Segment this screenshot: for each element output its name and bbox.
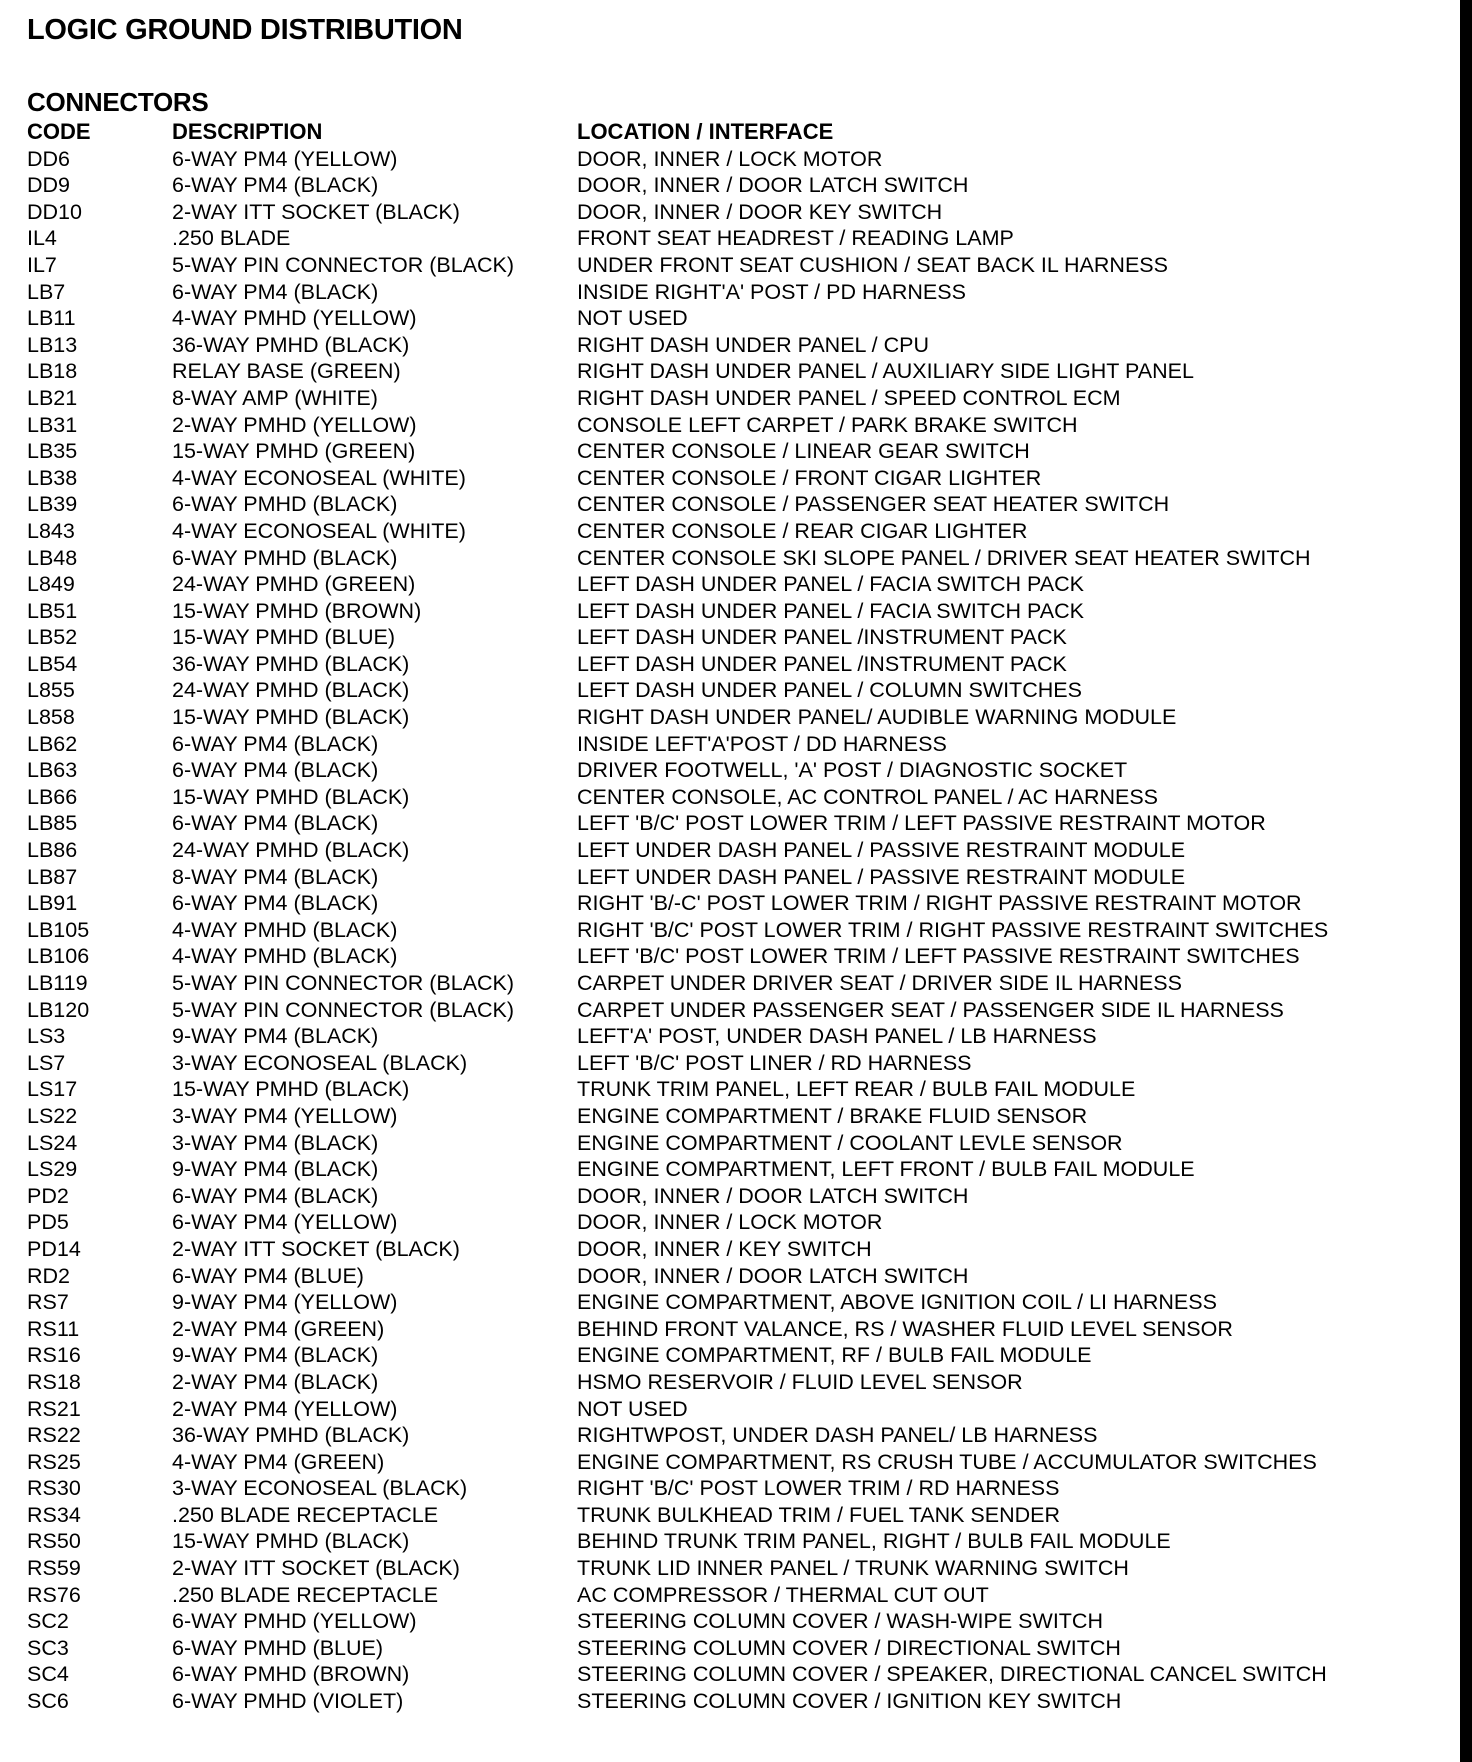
- cell-code: PD14: [27, 1236, 81, 1261]
- table-row: [27, 225, 1427, 252]
- cell-code: LB120: [27, 997, 90, 1022]
- table-row: [27, 1369, 1427, 1396]
- cell-code: LS24: [27, 1130, 78, 1155]
- cell-location: RIGHT 'B/-C' POST LOWER TRIM / RIGHT PASSIVE RESTRAINT MOTOR: [577, 891, 1302, 916]
- cell-description: 2-WAY PMHD (YELLOW): [172, 412, 417, 437]
- cell-code: LS29: [27, 1157, 78, 1182]
- table-row: [27, 810, 1427, 837]
- table-row: [27, 279, 1427, 306]
- table-header: [27, 119, 1427, 146]
- cell-location: LEFT DASH UNDER PANEL /INSTRUMENT PACK: [577, 651, 1067, 676]
- table-row: [27, 997, 1427, 1024]
- cell-code: L849: [27, 572, 75, 597]
- cell-location: STEERING COLUMN COVER / SPEAKER, DIRECTIONAL CANCEL SWITCH: [577, 1662, 1327, 1687]
- cell-code: LB91: [27, 891, 78, 916]
- cell-description: 5-WAY PIN CONNECTOR (BLACK): [172, 971, 515, 995]
- table-row: [27, 1183, 1427, 1210]
- cell-location: LEFT DASH UNDER PANEL / FACIA SWITCH PACK: [577, 572, 1084, 597]
- cell-location: FRONT SEAT HEADREST / READING LAMP: [577, 226, 1014, 251]
- cell-location: RIGHT DASH UNDER PANEL/ AUDIBLE WARNING MODULE: [577, 705, 1177, 730]
- cell-code: LB13: [27, 332, 78, 357]
- table-row: [27, 970, 1427, 997]
- table-row: [27, 1316, 1427, 1343]
- table-row: [27, 1449, 1427, 1476]
- cell-location: LEFT DASH UNDER PANEL / COLUMN SWITCHES: [577, 678, 1082, 703]
- cell-location: CENTER CONSOLE / PASSENGER SEAT HEATER SWITCH: [577, 492, 1170, 517]
- cell-description: 15-WAY PMHD (BROWN): [172, 598, 422, 623]
- table-row: [27, 465, 1427, 492]
- cell-description: 36-WAY PMHD (BLACK): [172, 332, 410, 357]
- cell-description: 2-WAY PM4 (BLACK): [172, 1369, 379, 1394]
- table-row: [27, 624, 1427, 651]
- cell-location: AC COMPRESSOR / THERMAL CUT OUT: [577, 1582, 989, 1607]
- cell-description: 6-WAY PM4 (BLACK): [172, 173, 379, 198]
- table-row: [27, 252, 1427, 279]
- cell-description: 3-WAY ECONOSEAL (BLACK): [172, 1050, 468, 1075]
- cell-location: CARPET UNDER DRIVER SEAT / DRIVER SIDE IL HARNESS: [577, 971, 1182, 995]
- cell-description: 24-WAY PMHD (GREEN): [172, 572, 416, 597]
- cell-location: DOOR, INNER / KEY SWITCH: [577, 1236, 872, 1261]
- cell-location: CARPET UNDER PASSENGER SEAT / PASSENGER SIDE IL HARNESS: [577, 997, 1284, 1022]
- cell-description: 5-WAY PIN CONNECTOR (BLACK): [172, 997, 515, 1022]
- cell-location: DOOR, INNER / DOOR LATCH SWITCH: [577, 173, 969, 198]
- cell-location: DOOR, INNER / LOCK MOTOR: [577, 1210, 883, 1235]
- table-row: [27, 146, 1427, 173]
- cell-location: CENTER CONSOLE, AC CONTROL PANEL / AC HARNESS: [577, 784, 1159, 809]
- cell-description: 15-WAY PMHD (BLUE): [172, 625, 395, 650]
- cell-description: 8-WAY PM4 (BLACK): [172, 864, 379, 889]
- cell-location: LEFT'A' POST, UNDER DASH PANEL / LB HARNESS: [577, 1024, 1097, 1049]
- table-row: [27, 172, 1427, 199]
- cell-code: LB54: [27, 651, 78, 676]
- cell-code: LB85: [27, 811, 78, 836]
- cell-description: 4-WAY PMHD (BLACK): [172, 944, 398, 969]
- cell-description: 3-WAY ECONOSEAL (BLACK): [172, 1476, 468, 1501]
- cell-description: 4-WAY PM4 (GREEN): [172, 1449, 385, 1474]
- cell-code: PD2: [27, 1183, 69, 1208]
- cell-description: RELAY BASE (GREEN): [172, 359, 401, 384]
- cell-code: L855: [27, 678, 75, 703]
- cell-location: ENGINE COMPARTMENT / BRAKE FLUID SENSOR: [577, 1103, 1088, 1128]
- table-row: [27, 305, 1427, 332]
- cell-location: DOOR, INNER / DOOR LATCH SWITCH: [577, 1263, 969, 1288]
- cell-description: 6-WAY PM4 (YELLOW): [172, 1210, 398, 1235]
- table-row: [27, 412, 1427, 439]
- cell-code: SC3: [27, 1635, 69, 1660]
- cell-code: LB87: [27, 864, 78, 889]
- cell-code: RS59: [27, 1556, 81, 1581]
- table-row: [27, 1209, 1427, 1236]
- table-body: [27, 146, 1427, 1715]
- cell-location: RIGHT DASH UNDER PANEL / SPEED CONTROL ECM: [577, 385, 1121, 410]
- cell-description: 6-WAY PM4 (BLUE): [172, 1263, 364, 1288]
- cell-description: 6-WAY PM4 (BLACK): [172, 731, 379, 756]
- cell-description: 15-WAY PMHD (GREEN): [172, 439, 416, 464]
- cell-description: 9-WAY PM4 (BLACK): [172, 1157, 379, 1182]
- cell-location: RIGHT 'B/C' POST LOWER TRIM / RIGHT PASSIVE RESTRAINT SWITCHES: [577, 917, 1329, 942]
- cell-code: LB31: [27, 412, 78, 437]
- cell-location: ENGINE COMPARTMENT, RF / BULB FAIL MODULE: [577, 1343, 1092, 1368]
- cell-location: DOOR, INNER / DOOR LATCH SWITCH: [577, 1183, 969, 1208]
- cell-description: 15-WAY PMHD (BLACK): [172, 705, 410, 730]
- cell-code: RS34: [27, 1502, 81, 1527]
- cell-description: 6-WAY PMHD (BLUE): [172, 1635, 384, 1660]
- cell-code: PD5: [27, 1210, 69, 1235]
- table-row: [27, 1103, 1427, 1130]
- cell-description: 6-WAY PM4 (BLACK): [172, 758, 379, 783]
- cell-code: LB7: [27, 279, 66, 304]
- table-row: [27, 757, 1427, 784]
- cell-code: RD2: [27, 1263, 71, 1288]
- cell-description: 5-WAY PIN CONNECTOR (BLACK): [172, 252, 515, 277]
- cell-code: RS16: [27, 1343, 81, 1368]
- cell-description: .250 BLADE RECEPTACLE: [172, 1582, 439, 1607]
- table-row: [27, 1342, 1427, 1369]
- section-title: CONNECTORS: [27, 87, 209, 117]
- table-row: [27, 438, 1427, 465]
- table-row: [27, 1608, 1427, 1635]
- cell-code: LB62: [27, 731, 78, 756]
- cell-code: RS76: [27, 1582, 81, 1607]
- cell-location: RIGHT DASH UNDER PANEL / CPU: [577, 332, 930, 357]
- cell-location: RIGHTWPOST, UNDER DASH PANEL/ LB HARNESS: [577, 1423, 1098, 1448]
- cell-location: UNDER FRONT SEAT CUSHION / SEAT BACK IL HARNESS: [577, 252, 1168, 277]
- cell-code: RS22: [27, 1423, 81, 1448]
- cell-location: DOOR, INNER / DOOR KEY SWITCH: [577, 199, 943, 224]
- page-edge-bar: [1460, 0, 1472, 1762]
- cell-description: 15-WAY PMHD (BLACK): [172, 784, 410, 809]
- table-row: [27, 1130, 1427, 1157]
- table-row: [27, 704, 1427, 731]
- table-row: [27, 1475, 1427, 1502]
- table-row: [27, 1050, 1427, 1077]
- cell-code: RS50: [27, 1529, 81, 1554]
- connector-table: [27, 119, 1427, 1715]
- cell-description: 4-WAY ECONOSEAL (WHITE): [172, 518, 466, 543]
- cell-location: STEERING COLUMN COVER / WASH-WIPE SWITCH: [577, 1609, 1103, 1634]
- cell-description: 4-WAY PMHD (YELLOW): [172, 306, 417, 331]
- cell-location: LEFT DASH UNDER PANEL /INSTRUMENT PACK: [577, 625, 1067, 650]
- cell-location: LEFT 'B/C' POST LINER / RD HARNESS: [577, 1050, 972, 1075]
- cell-location: RIGHT 'B/C' POST LOWER TRIM / RD HARNESS: [577, 1476, 1060, 1501]
- cell-description: 2-WAY ITT SOCKET (BLACK): [172, 1556, 460, 1581]
- table-row: [27, 731, 1427, 758]
- cell-code: L843: [27, 518, 75, 543]
- cell-location: CENTER CONSOLE SKI SLOPE PANEL / DRIVER SEAT HEATER SWITCH: [577, 545, 1311, 570]
- cell-description: 8-WAY AMP (WHITE): [172, 385, 378, 410]
- cell-code: LS3: [27, 1024, 66, 1049]
- cell-code: LB39: [27, 492, 78, 517]
- cell-code: LB63: [27, 758, 78, 783]
- cell-location: LEFT UNDER DASH PANEL / PASSIVE RESTRAINT MODULE: [577, 838, 1186, 863]
- cell-description: 2-WAY PM4 (YELLOW): [172, 1396, 398, 1421]
- cell-location: BEHIND FRONT VALANCE, RS / WASHER FLUID LEVEL SENSOR: [577, 1316, 1233, 1341]
- cell-description: 4-WAY PMHD (BLACK): [172, 917, 398, 942]
- cell-description: 2-WAY ITT SOCKET (BLACK): [172, 199, 460, 224]
- table-row: [27, 1263, 1427, 1290]
- cell-code: LS7: [27, 1050, 66, 1075]
- cell-code: DD6: [27, 146, 71, 171]
- cell-code: RS30: [27, 1476, 81, 1501]
- table-row: [27, 1236, 1427, 1263]
- cell-location: CENTER CONSOLE / REAR CIGAR LIGHTER: [577, 518, 1028, 543]
- cell-description: 15-WAY PMHD (BLACK): [172, 1529, 410, 1554]
- table-row: [27, 1076, 1427, 1103]
- cell-code: RS11: [27, 1316, 80, 1341]
- cell-location: LEFT 'B/C' POST LOWER TRIM / LEFT PASSIVE RESTRAINT MOTOR: [577, 811, 1266, 836]
- cell-location: HSMO RESERVOIR / FLUID LEVEL SENSOR: [577, 1369, 1023, 1394]
- table-row: [27, 1688, 1427, 1715]
- cell-description: 6-WAY PMHD (YELLOW): [172, 1609, 417, 1634]
- table-row: [27, 199, 1427, 226]
- cell-description: 2-WAY ITT SOCKET (BLACK): [172, 1236, 460, 1261]
- cell-code: IL4: [27, 226, 57, 251]
- table-row: [27, 1289, 1427, 1316]
- cell-code: LB35: [27, 439, 78, 464]
- cell-description: 9-WAY PM4 (BLACK): [172, 1343, 379, 1368]
- cell-location: INSIDE RIGHT'A' POST / PD HARNESS: [577, 279, 966, 304]
- cell-description: 2-WAY PM4 (GREEN): [172, 1316, 385, 1341]
- table-row: [27, 1422, 1427, 1449]
- table-row: [27, 784, 1427, 811]
- cell-code: RS7: [27, 1290, 69, 1315]
- cell-description: .250 BLADE RECEPTACLE: [172, 1502, 439, 1527]
- cell-code: LB52: [27, 625, 78, 650]
- table-row: [27, 358, 1427, 385]
- table-row: [27, 837, 1427, 864]
- table-row: [27, 518, 1427, 545]
- cell-location: ENGINE COMPARTMENT / COOLANT LEVLE SENSOR: [577, 1130, 1123, 1155]
- table-row: [27, 385, 1427, 412]
- table-row: [27, 598, 1427, 625]
- table-row: [27, 1502, 1427, 1529]
- cell-location: DOOR, INNER / LOCK MOTOR: [577, 146, 883, 171]
- cell-location: BEHIND TRUNK TRIM PANEL, RIGHT / BULB FAIL MODULE: [577, 1529, 1171, 1554]
- cell-description: 36-WAY PMHD (BLACK): [172, 1423, 410, 1448]
- cell-location: INSIDE LEFT'A'POST / DD HARNESS: [577, 731, 947, 756]
- cell-code: LB86: [27, 838, 78, 863]
- table-row: [27, 1582, 1427, 1609]
- cell-code: RS18: [27, 1369, 81, 1394]
- cell-description: 36-WAY PMHD (BLACK): [172, 651, 410, 676]
- cell-code: RS21: [27, 1396, 81, 1421]
- cell-location: LEFT DASH UNDER PANEL / FACIA SWITCH PACK: [577, 598, 1084, 623]
- table-row: [27, 864, 1427, 891]
- cell-location: DRIVER FOOTWELL, 'A' POST / DIAGNOSTIC SOCKET: [577, 758, 1128, 783]
- cell-location: STEERING COLUMN COVER / DIRECTIONAL SWITCH: [577, 1635, 1121, 1660]
- cell-location: LEFT UNDER DASH PANEL / PASSIVE RESTRAINT MODULE: [577, 864, 1186, 889]
- table-row: [27, 1023, 1427, 1050]
- cell-location: ENGINE COMPARTMENT, RS CRUSH TUBE / ACCUMULATOR SWITCHES: [577, 1449, 1317, 1474]
- header-code: CODE: [27, 119, 91, 144]
- cell-code: LB106: [27, 944, 90, 969]
- table-row: [27, 677, 1427, 704]
- cell-description: 9-WAY PM4 (YELLOW): [172, 1290, 398, 1315]
- table-row: [27, 1635, 1427, 1662]
- cell-location: TRUNK BULKHEAD TRIM / FUEL TANK SENDER: [577, 1502, 1061, 1527]
- table-row: [27, 651, 1427, 678]
- cell-location: NOT USED: [577, 306, 688, 331]
- table-row: [27, 917, 1427, 944]
- cell-description: 3-WAY PM4 (BLACK): [172, 1130, 379, 1155]
- cell-code: LB11: [27, 306, 76, 331]
- cell-description: 6-WAY PM4 (BLACK): [172, 279, 379, 304]
- cell-code: LB105: [27, 917, 90, 942]
- cell-description: 3-WAY PM4 (YELLOW): [172, 1103, 398, 1128]
- cell-code: L858: [27, 705, 75, 730]
- cell-code: SC2: [27, 1609, 69, 1634]
- cell-location: CENTER CONSOLE / LINEAR GEAR SWITCH: [577, 439, 1030, 464]
- cell-description: 6-WAY PMHD (BROWN): [172, 1662, 410, 1687]
- cell-description: 6-WAY PMHD (VIOLET): [172, 1689, 404, 1714]
- table-row: [27, 545, 1427, 572]
- cell-location: ENGINE COMPARTMENT, LEFT FRONT / BULB FAIL MODULE: [577, 1157, 1195, 1182]
- cell-code: SC6: [27, 1689, 69, 1714]
- cell-description: 6-WAY PMHD (BLACK): [172, 545, 398, 570]
- cell-code: LB38: [27, 465, 78, 490]
- page-title: LOGIC GROUND DISTRIBUTION: [27, 14, 463, 46]
- cell-location: NOT USED: [577, 1396, 688, 1421]
- cell-location: CENTER CONSOLE / FRONT CIGAR LIGHTER: [577, 465, 1042, 490]
- cell-code: LB18: [27, 359, 78, 384]
- cell-code: DD10: [27, 199, 82, 224]
- cell-description: 6-WAY PMHD (BLACK): [172, 492, 398, 517]
- header-location: LOCATION / INTERFACE: [577, 119, 834, 144]
- cell-description: .250 BLADE: [172, 226, 291, 251]
- cell-description: 24-WAY PMHD (BLACK): [172, 838, 410, 863]
- cell-description: 9-WAY PM4 (BLACK): [172, 1024, 379, 1049]
- cell-code: LB66: [27, 784, 78, 809]
- cell-location: ENGINE COMPARTMENT, ABOVE IGNITION COIL / LI HARNESS: [577, 1290, 1217, 1315]
- cell-location: RIGHT DASH UNDER PANEL / AUXILIARY SIDE LIGHT PANEL: [577, 359, 1194, 384]
- cell-code: RS25: [27, 1449, 81, 1474]
- cell-location: TRUNK LID INNER PANEL / TRUNK WARNING SWITCH: [577, 1556, 1129, 1581]
- table-row: [27, 571, 1427, 598]
- cell-code: LS22: [27, 1103, 78, 1128]
- cell-description: 24-WAY PMHD (BLACK): [172, 678, 410, 703]
- cell-code: LB48: [27, 545, 78, 570]
- cell-code: LB51: [27, 598, 78, 623]
- table-row: [27, 332, 1427, 359]
- cell-code: LB119: [27, 971, 88, 995]
- table-row: [27, 1528, 1427, 1555]
- cell-description: 6-WAY PM4 (BLACK): [172, 891, 379, 916]
- cell-location: CONSOLE LEFT CARPET / PARK BRAKE SWITCH: [577, 412, 1078, 437]
- table-row: [27, 943, 1427, 970]
- table-row: [27, 491, 1427, 518]
- cell-description: 6-WAY PM4 (YELLOW): [172, 146, 398, 171]
- header-description: DESCRIPTION: [172, 119, 323, 144]
- table-row: [27, 1396, 1427, 1423]
- table-row: [27, 1555, 1427, 1582]
- table-row: [27, 890, 1427, 917]
- cell-location: STEERING COLUMN COVER / IGNITION KEY SWITCH: [577, 1689, 1122, 1714]
- cell-code: IL7: [27, 252, 57, 277]
- cell-description: 15-WAY PMHD (BLACK): [172, 1077, 410, 1102]
- table-row: [27, 1156, 1427, 1183]
- cell-description: 4-WAY ECONOSEAL (WHITE): [172, 465, 466, 490]
- cell-location: LEFT 'B/C' POST LOWER TRIM / LEFT PASSIVE RESTRAINT SWITCHES: [577, 944, 1300, 969]
- cell-description: 6-WAY PM4 (BLACK): [172, 1183, 379, 1208]
- cell-code: LB21: [27, 385, 78, 410]
- cell-code: SC4: [27, 1662, 69, 1687]
- cell-code: LS17: [27, 1077, 78, 1102]
- cell-location: TRUNK TRIM PANEL, LEFT REAR / BULB FAIL MODULE: [577, 1077, 1136, 1102]
- cell-description: 6-WAY PM4 (BLACK): [172, 811, 379, 836]
- table-row: [27, 1661, 1427, 1688]
- cell-code: DD9: [27, 173, 71, 198]
